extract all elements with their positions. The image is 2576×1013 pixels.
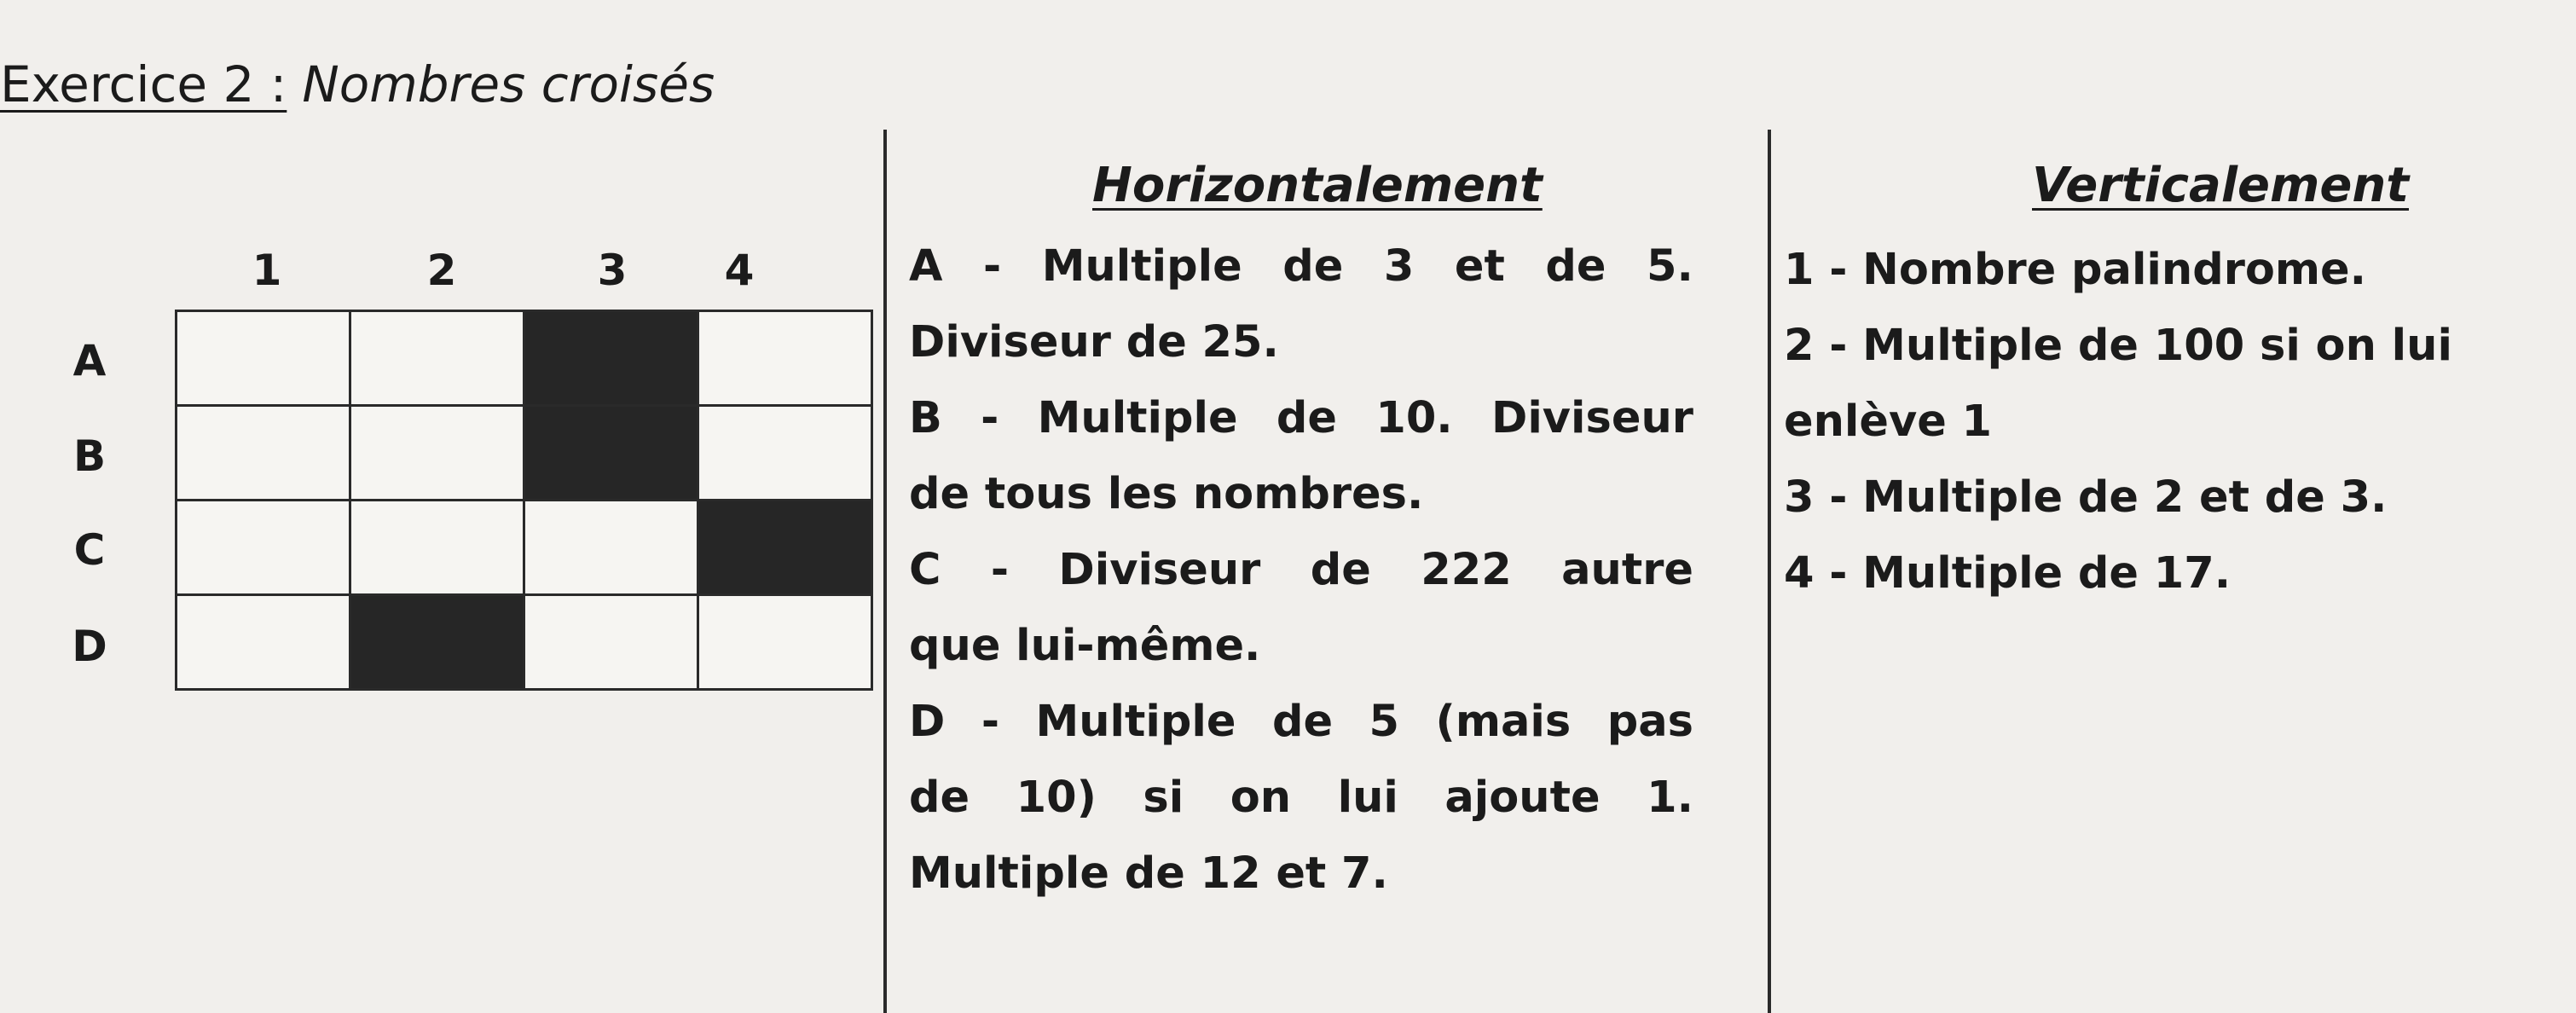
grid-cell-empty[interactable] <box>525 501 699 596</box>
clue-word: C <box>909 545 941 595</box>
column-divider-left <box>883 130 887 1013</box>
clue-word: Multiple <box>1041 241 1242 292</box>
clue-word: Diviseur de 25. <box>909 317 1279 368</box>
clue-word: Diviseur <box>1491 393 1693 443</box>
clue-line <box>909 684 1693 760</box>
clue-word: Diviseur <box>1058 545 1261 595</box>
clue-word: que lui-même. <box>909 621 1261 671</box>
clue-line <box>909 456 1693 532</box>
clue-line <box>909 760 1693 836</box>
grid-cell-empty[interactable] <box>177 312 351 407</box>
grid-column-label: 1 <box>252 246 282 295</box>
clue-line <box>909 304 1693 380</box>
grid-column-label: 4 <box>724 246 755 295</box>
clue-line: 4 - Multiple de 17. <box>1784 548 2232 599</box>
grid-cell-empty[interactable] <box>699 407 873 501</box>
clue-word: - <box>981 697 999 747</box>
grid-column-label: 2 <box>426 246 457 295</box>
clue-line <box>909 608 1693 684</box>
horizontal-heading: Horizontalement <box>1092 158 1543 213</box>
vertical-heading: Verticalement <box>2032 158 2409 213</box>
grid-cell-black <box>699 501 873 596</box>
grid-cell-empty[interactable] <box>699 596 873 691</box>
clue-word: 3 <box>1383 241 1415 292</box>
clue-word: de <box>1545 241 1606 292</box>
exercise-subtitle: Nombres croisés <box>302 55 715 113</box>
crossword-grid <box>175 310 873 691</box>
clue-word: (mais <box>1435 697 1572 747</box>
clue-word: 10) <box>1016 773 1097 823</box>
grid-cell-empty[interactable] <box>525 596 699 691</box>
clue-word: B <box>909 393 942 443</box>
grid-row-label: B <box>72 431 107 481</box>
clue-line <box>909 229 1693 304</box>
clue-word: Multiple de 12 et 7. <box>909 848 1388 899</box>
grid-cell-empty[interactable] <box>351 407 525 501</box>
clue-word: de <box>1310 545 1371 595</box>
clue-word: - <box>983 241 1002 292</box>
clue-word: de <box>1271 697 1334 747</box>
clue-word: de <box>909 773 970 823</box>
clue-line: 3 - Multiple de 2 et de 3. <box>1784 472 2388 523</box>
clue-line: 1 - Nombre palindrome. <box>1784 245 2367 295</box>
clue-word: on <box>1230 773 1292 823</box>
grid-cell-black <box>525 407 699 501</box>
clue-line <box>909 380 1693 456</box>
grid-cell-empty[interactable] <box>177 501 351 596</box>
clue-word: lui <box>1337 773 1398 823</box>
grid-cell-empty[interactable] <box>351 501 525 596</box>
clue-word: 5 <box>1369 697 1400 747</box>
vertical-clues <box>1784 232 2568 611</box>
clue-word: D <box>909 697 946 747</box>
clue-word: pas <box>1606 697 1693 747</box>
grid-column-label: 3 <box>597 246 628 295</box>
clue-word: - <box>981 393 999 443</box>
grid-cell-black <box>351 596 525 691</box>
clue-word: de <box>1276 393 1338 443</box>
exercise-title <box>0 55 715 113</box>
clue-line: 2 - Multiple de 100 si on lui <box>1784 321 2452 371</box>
clue-word: ajoute <box>1444 773 1601 823</box>
grid-cell-empty[interactable] <box>351 312 525 407</box>
grid-cell-black <box>525 312 699 407</box>
exercise-number: Exercice 2 : <box>0 55 287 113</box>
clue-word: Multiple <box>1035 697 1236 747</box>
horizontal-clues <box>909 229 1693 912</box>
clue-word: A <box>909 241 943 292</box>
clue-word: - <box>990 545 1009 595</box>
grid-row-label: C <box>73 525 106 575</box>
grid-cell-empty[interactable] <box>699 312 873 407</box>
clue-word: de tous les nombres. <box>909 469 1424 519</box>
grid-row-label: A <box>72 336 107 385</box>
clue-word: autre <box>1561 545 1693 595</box>
clue-word: et <box>1454 241 1505 292</box>
clue-word: 10. <box>1375 393 1453 443</box>
clue-word: 1. <box>1647 773 1693 823</box>
clue-line <box>909 532 1693 608</box>
grid-cell-empty[interactable] <box>177 407 351 501</box>
clue-word: si <box>1143 773 1184 823</box>
clue-word: de <box>1282 241 1344 292</box>
grid-row-label: D <box>72 622 107 671</box>
clue-word: 222 <box>1421 545 1512 595</box>
grid-cell-empty[interactable] <box>177 596 351 691</box>
clue-line: enlève 1 <box>1784 397 1993 447</box>
clue-word: Multiple <box>1037 393 1238 443</box>
clue-word: 5. <box>1647 241 1693 292</box>
column-divider-right <box>1768 130 1771 1013</box>
clue-line <box>909 836 1693 912</box>
